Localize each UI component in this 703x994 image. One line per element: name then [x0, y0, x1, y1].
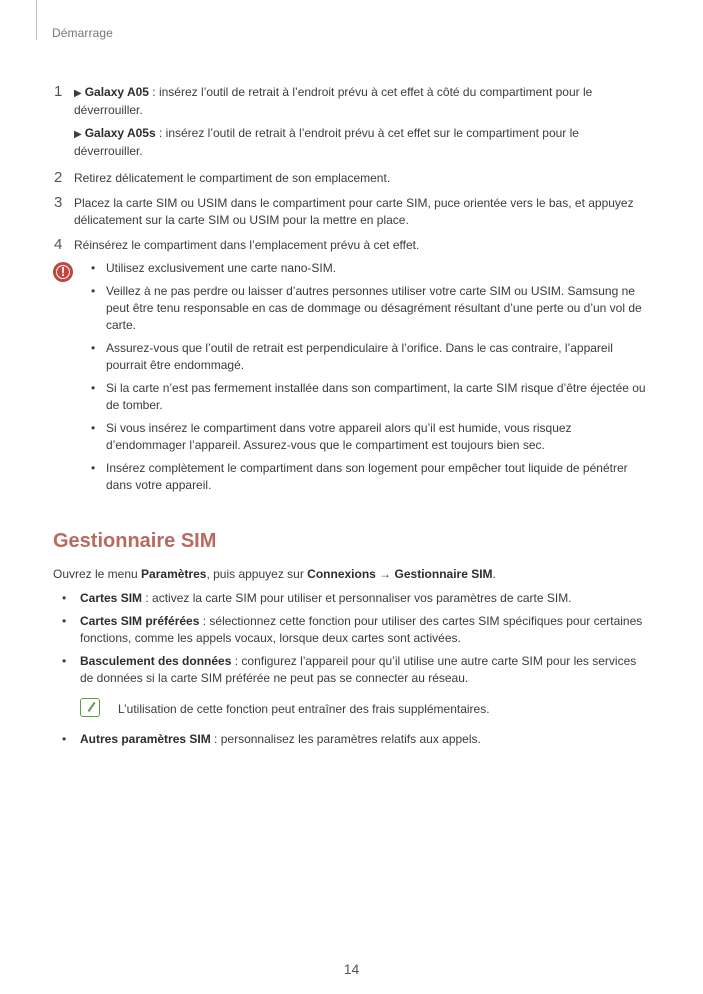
option-label: Autres paramètres SIM: [80, 732, 211, 746]
warning-item: • Veillez à ne pas perdre ou laisser d’autres personnes utiliser votre carte SIM ou USIM. Samsung ne peut être tenu responsable en cas de dommage ou désagrément résultant d’une perte ou d’un vol de carte.: [88, 283, 648, 334]
step-1-line-text: : insérez l’outil de retrait à l’endroit prévu à cet effet sur le compartiment pour le déverrouiller.: [74, 126, 579, 158]
option-basculement-donnees: [62, 653, 652, 687]
warning-item: • Assurez-vous que l’outil de retrait est perpendiculaire à l’orifice. Dans le cas contraire, l’appareil pourrait être endommagé.: [88, 340, 648, 374]
section-title: Gestionnaire SIM: [53, 530, 217, 552]
step-1-line-text: : insérez l’outil de retrait à l’endroit prévu à cet effet à côté du compartiment pour le déverrouiller.: [74, 85, 593, 117]
step-3-text: Placez la carte SIM ou USIM dans le compartiment pour carte SIM, puce orientée vers le bas, et appuyez délicatement sur la carte SIM ou USIM pour la mettre en place.: [74, 196, 634, 227]
options-list: [62, 590, 652, 693]
header-divider: [36, 0, 37, 40]
section-intro: [53, 566, 653, 583]
model-name: Galaxy A05: [84, 85, 149, 99]
step-number: 4: [54, 236, 63, 253]
chapter-title: Démarrage: [52, 26, 113, 40]
page-number: 14: [343, 961, 360, 977]
step-number: 1: [54, 83, 63, 100]
menu-connexions: Connexions: [307, 567, 376, 581]
option-text: : configurez l’appareil pour qu’il utilise une autre carte SIM pour les services de données si la carte SIM préférée ne peut pas se connecter au réseau.: [80, 654, 637, 685]
option-label: Basculement des données: [80, 654, 232, 668]
warning-item: • Si la carte n’est pas fermement installée dans son compartiment, la carte SIM risque d’être éjectée ou de tomber.: [88, 380, 648, 414]
option-cartes-sim: [62, 590, 652, 607]
warning-list: [88, 260, 648, 500]
option-text: : activez la carte SIM pour utiliser et personnaliser vos paramètres de carte SIM.: [142, 591, 572, 605]
intro-text: , puis appuyez sur: [206, 567, 308, 581]
option-label: Cartes SIM préférées: [80, 614, 200, 628]
option-text: : sélectionnez cette fonction pour utiliser des cartes SIM spécifiques pour certaines fonctions, comme les appels vocaux, lorsque deux cartes sont activées.: [80, 614, 643, 645]
option-cartes-sim-preferees: [62, 613, 652, 647]
option-text: : personnalisez les paramètres relatifs aux appels.: [210, 732, 481, 746]
step-number: 3: [54, 194, 63, 211]
warning-item: • Utilisez exclusivement une carte nano-SIM.: [88, 260, 648, 277]
step-1-text: [74, 84, 646, 160]
model-name: Galaxy A05s: [84, 126, 156, 140]
menu-parametres: Paramètres: [141, 567, 207, 581]
note-pencil-icon: [80, 698, 100, 717]
option-label: Cartes SIM: [80, 591, 143, 605]
triangle-bullet-icon: ▶: [74, 129, 82, 140]
arrow-right-icon: →: [375, 567, 395, 581]
step-number: 2: [54, 169, 63, 186]
option-autres-parametres-sim: [62, 731, 652, 748]
exclamation-warning-icon: !: [53, 262, 73, 282]
intro-text: .: [492, 567, 496, 581]
note-text: L’utilisation de cette fonction peut entraîner des frais supplémentaires.: [118, 702, 490, 716]
warning-item: • Insérez complètement le compartiment dans son logement pour empêcher tout liquide de pénétrer dans votre appareil.: [88, 460, 648, 494]
step-4-text: Réinsérez le compartiment dans l’emplacement prévu à cet effet.: [74, 238, 420, 252]
menu-gestionnaire-sim: Gestionnaire SIM: [394, 567, 493, 581]
warning-item: • Si vous insérez le compartiment dans votre appareil alors qu’il est humide, vous risquez d’endommager l’appareil. Assurez-vous que le compartiment est toujours bien sec.: [88, 420, 648, 454]
step-1-line-a05s: [74, 125, 646, 160]
step-1-line-a05: [74, 84, 646, 119]
intro-text: Ouvrez le menu: [53, 567, 142, 581]
step-2-text: Retirez délicatement le compartiment de son emplacement.: [74, 171, 391, 185]
triangle-bullet-icon: ▶: [74, 88, 82, 99]
options-list-continued: [62, 731, 652, 748]
